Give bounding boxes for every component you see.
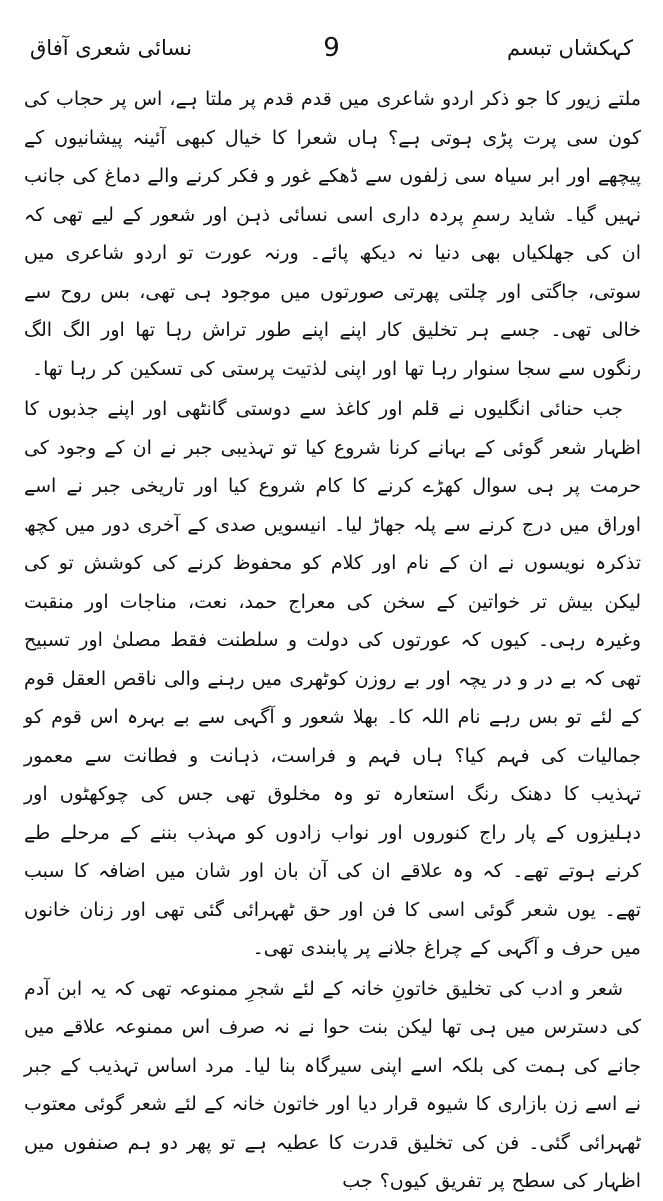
paragraph-1: ملتے زیور کا جو ذکر اردو شاعری میں قدم قدم پر ملتا ہے، اس پر حجاب کی کون سی پرت پڑی ہوتی ہے؟ ہاں شعرا کا خیال کبھی آئینہ پیشانیوں کے پیچھے اور ابر سیاہ سی زلفوں سے ڈھکے غور و فکر کرنے والے دماغ کی جانب نہیں گیا۔ شاید رسمِ پردہ داری اسی نسائی ذہن اور شعور کے لیے تھی کہ ان کی جھلکیاں بھی دنیا نہ دیکھ پائے۔ ورنہ عورت تو اردو شاعری میں سوتی، جاگتی اور چلتی پھرتی صورتوں میں موجود ہی تھی، بس روح سے خالی تھی۔ جسے ہر تخلیق کار اپنے اپنے طور تراش رہا تھا اور الگ الگ رنگوں سے سجا سنوار رہا تھا اور اپنی لذتیت پرستی کی تسکین کر رہا تھا۔ [24,88,641,380]
page-number: 9 [323,33,340,63]
paragraph-3: شعر و ادب کی تخلیق خاتونِ خانہ کے لئے شجرِ ممنوعہ تھی کہ یہ ابن آدم کی دسترس میں ہی تھا لیکن بنت حوا نے نہ صرف اس ممنوعہ علاقے میں جانے کی ہمت کی بلکہ اسے اپنی سیرگاہ بنا لیا۔ مرد اساس تہذیب کے جبر نے اسے زن بازاری کا شیوہ قرار دیا اور خاتون خانہ کے لئے شعر گوئی معتوب ٹھہرائی گئی۔ فن کی تخلیق قدرت کا عطیہ ہے تو پھر دو ہم صنفوں میں اظہار کی سطح پر تفریق کیوں؟ جب [24,977,641,1192]
section-title: نسائی شعری آفاق [30,36,192,60]
paragraph-2: جب حنائی انگلیوں نے قلم اور کاغذ سے دوستی گانٹھی اور اپنے جذبوں کا اظہار شعر گوئی کے بہانے کرنا شروع کیا تو تہذیبی جبر نے ان کے وجود کی حرمت پر ہی سوال کھڑے کرنے کا کام شروع کیا اور تاریخی جبر نے اسے اوراق میں درج کرنے سے پلہ جھاڑ لیا۔ انیسویں صدی کے آخری دور میں کچھ تذکرہ نویسوں نے ان کے نام اور کلام کو محفوظ کرنے کی کوشش تو کی لیکن بیش تر خواتین کے سخن کی معراج حمد، نعت، مناجات اور منقبت وغیرہ رہی۔ کیوں کہ عورتوں کی دولت و سلطنت فقط مصلیٰ اور تسبیح تھی کہ بے در و در یچہ اور بے روزن کوٹھری میں رہنے والی ناقص العقل قوم کے لئے تو بس رہے نام اللہ کا۔ بھلا شعور و آگہی سے بے بہرہ اس قوم کو جمالیات کی فہم کیا؟ ہاں فہم و فراست، ذہانت و فطانت سے معمور تہذیب کا دھنک رنگ استعارہ تو وہ مخلوق تھی جس کی چوکھٹوں اور دہلیزوں کے پار راج کنوروں اور نواب زادوں کو مہذب بننے کے مرحلے طے کرنے ہوتے تھے۔ کہ وہ علاقے ان کی آن بان اور شان میں اضافہ کا سبب تھے۔ یوں شعر گوئی اسی کا فن اور حق ٹھہرائی گئی تھی اور زنان خانوں میں حرف و آگہی کے چراغ جلانے پر پابندی تھی۔ [24,398,641,959]
book-title: کہکشاں تبسم [506,36,633,60]
page-header [30,26,633,74]
page-body [24,80,641,1192]
